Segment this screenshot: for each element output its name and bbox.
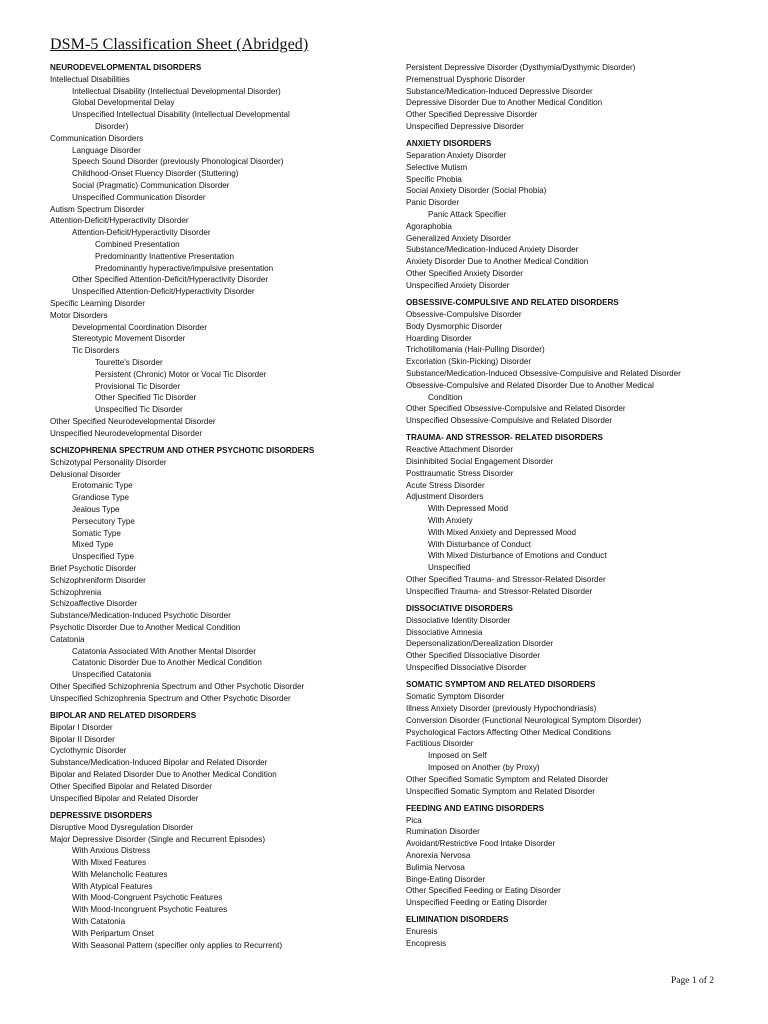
section-depressive-disorders bbox=[50, 810, 395, 952]
list-item: With Mixed Features bbox=[72, 858, 147, 868]
list-item: Schizophreniform Disorder bbox=[50, 575, 146, 585]
section-trauma-and-stressor-related-disorders bbox=[406, 432, 751, 597]
list-item: Unspecified Communication Disorder bbox=[72, 192, 206, 202]
list-item: Encopresis bbox=[406, 939, 447, 949]
list-item: Panic Disorder bbox=[406, 198, 460, 208]
list-item: Premenstrual Dysphoric Disorder bbox=[406, 74, 526, 84]
list-item: Catatonia Associated With Another Mental Disorder bbox=[72, 646, 257, 656]
list-item: Brief Psychotic Disorder bbox=[50, 563, 137, 573]
list-item: Bipolar II Disorder bbox=[50, 734, 115, 744]
list-item: Conversion Disorder (Functional Neurological Symptom Disorder) bbox=[406, 715, 642, 725]
list-item: Acute Stress Disorder bbox=[406, 480, 485, 490]
section-heading: OBSESSIVE-COMPULSIVE AND RELATED DISORDERS bbox=[406, 298, 619, 308]
list-item: Speech Sound Disorder (previously Phonological Disorder) bbox=[72, 157, 284, 167]
list-item: Combined Presentation bbox=[95, 239, 180, 249]
section-schizophrenia-spectrum-and-other-psychotic-disorders bbox=[50, 445, 395, 705]
list-item: Schizophrenia bbox=[50, 587, 102, 597]
list-item: Illness Anxiety Disorder (previously Hypochondriasis) bbox=[406, 703, 597, 713]
list-item: Bulimia Nervosa bbox=[406, 862, 465, 872]
list-item: Depressive Disorder Due to Another Medical Condition bbox=[406, 98, 603, 108]
list-item: Other Specified Feeding or Eating Disorder bbox=[406, 886, 561, 896]
list-item: Unspecified Schizophrenia Spectrum and Other Psychotic Disorder bbox=[50, 693, 291, 703]
list-item: Predominantly Inattentive Presentation bbox=[95, 251, 235, 261]
list-item: Generalized Anxiety Disorder bbox=[406, 233, 511, 243]
list-item: With Mixed Disturbance of Emotions and Conduct bbox=[428, 551, 607, 561]
list-item: With Peripartum Onset bbox=[72, 928, 154, 938]
list-item: Erotomanic Type bbox=[72, 481, 133, 491]
list-item: Bipolar I Disorder bbox=[50, 722, 113, 732]
list-item: Mixed Type bbox=[72, 540, 114, 550]
list-item: Intellectual Disabilities bbox=[50, 74, 130, 84]
list-item: Motor Disorders bbox=[50, 310, 108, 320]
list-item: Specific Phobia bbox=[406, 174, 462, 184]
list-item: Global Developmental Delay bbox=[72, 98, 175, 108]
list-item: Unspecified Intellectual Disability (Intellectual Developmental bbox=[72, 110, 290, 120]
list-item: Other Specified Trauma- and Stressor-Related Disorder bbox=[406, 574, 606, 584]
list-item: Psychological Factors Affecting Other Medical Conditions bbox=[406, 727, 611, 737]
left-column bbox=[50, 62, 395, 957]
section-heading: SCHIZOPHRENIA SPECTRUM AND OTHER PSYCHOTIC DISORDERS bbox=[50, 446, 315, 455]
list-item: Schizoaffective Disorder bbox=[50, 599, 138, 609]
section-heading: TRAUMA- AND STRESSOR- RELATED DISORDERS bbox=[406, 433, 603, 443]
list-item: Developmental Coordination Disorder bbox=[72, 322, 207, 332]
list-item: Social (Pragmatic) Communication Disorder bbox=[72, 180, 230, 190]
list-item: Attention-Deficit/Hyperactivity Disorder bbox=[50, 216, 189, 226]
list-item: Cyclothymic Disorder bbox=[50, 746, 127, 756]
section-obsessive-compulsive-and-related-disorders bbox=[406, 297, 751, 427]
list-item: Unspecified Trauma- and Stressor-Related Disorder bbox=[406, 586, 593, 596]
list-item: Selective Mutism bbox=[406, 162, 468, 172]
list-item: Unspecified bbox=[428, 563, 471, 573]
list-item: Unspecified Tic Disorder bbox=[95, 405, 183, 415]
list-item: Unspecified Anxiety Disorder bbox=[406, 280, 510, 290]
list-item: Other Specified Depressive Disorder bbox=[406, 110, 538, 120]
list-item: Unspecified Dissociative Disorder bbox=[406, 663, 527, 673]
list-item: Factitious Disorder bbox=[406, 739, 474, 749]
section-somatic-symptom-and-related-disorders bbox=[406, 679, 751, 797]
list-item: Trichotillomania (Hair-Pulling Disorder) bbox=[406, 345, 545, 355]
list-item: With Anxious Distress bbox=[72, 846, 151, 856]
list-item: Separation Anxiety Disorder bbox=[406, 151, 507, 161]
list-item: Other Specified Dissociative Disorder bbox=[406, 651, 541, 661]
list-item: Other Specified Obsessive-Compulsive and Related Disorder bbox=[406, 404, 626, 414]
list-item: Grandiose Type bbox=[72, 493, 129, 503]
list-item: Stereotypic Movement Disorder bbox=[72, 334, 186, 344]
list-item: Persecutory Type bbox=[72, 516, 135, 526]
list-item: Excoriation (Skin-Picking) Disorder bbox=[406, 357, 532, 367]
list-item: With Mood-Congruent Psychotic Features bbox=[72, 893, 223, 903]
list-item: Imposed on Another (by Proxy) bbox=[428, 762, 540, 772]
list-item: Unspecified Obsessive-Compulsive and Related Disorder bbox=[406, 416, 613, 426]
list-item: With Mood-Incongruent Psychotic Features bbox=[72, 905, 228, 915]
list-item: Anorexia Nervosa bbox=[406, 851, 471, 860]
list-item: Dissociative Amnesia bbox=[406, 627, 483, 637]
list-item: Unspecified Feeding or Eating Disorder bbox=[406, 898, 548, 908]
section-bipolar-and-related-disorders bbox=[50, 710, 395, 804]
list-item: Rumination Disorder bbox=[406, 827, 480, 837]
list-item: Disruptive Mood Dysregulation Disorder bbox=[50, 822, 194, 832]
document-title: DSM-5 Classification Sheet (Abridged) bbox=[50, 36, 309, 53]
list-item: Predominantly hyperactive/impulsive presentation bbox=[95, 263, 274, 273]
list-item: Intellectual Disability (Intellectual Developmental Disorder) bbox=[72, 86, 281, 96]
list-item: Disorder) bbox=[95, 121, 129, 131]
section-anxiety-disorders bbox=[406, 138, 751, 291]
list-item: With Mixed Anxiety and Depressed Mood bbox=[428, 527, 577, 537]
list-item: Unspecified Catatonia bbox=[72, 670, 152, 680]
list-item: Anxiety Disorder Due to Another Medical Condition bbox=[406, 257, 589, 267]
list-item: Substance/Medication-Induced Bipolar and Related Disorder bbox=[50, 758, 268, 768]
list-item: Pica bbox=[406, 815, 422, 825]
list-item: With Catatonia bbox=[72, 917, 126, 927]
section-heading: ANXIETY DISORDERS bbox=[406, 139, 492, 149]
list-item: Agoraphobia bbox=[406, 221, 452, 231]
list-item: Major Depressive Disorder (Single and Recurrent Episodes) bbox=[50, 834, 266, 844]
list-item: Avoidant/Restrictive Food Intake Disorder bbox=[406, 839, 556, 849]
list-item: Condition bbox=[428, 392, 463, 402]
list-item: Binge-Eating Disorder bbox=[406, 874, 486, 884]
section-dissociative-disorders bbox=[406, 603, 751, 674]
section-heading: FEEDING AND EATING DISORDERS bbox=[406, 803, 545, 813]
section-heading: DEPRESSIVE DISORDERS bbox=[50, 810, 153, 820]
list-item: With Anxiety bbox=[428, 515, 473, 525]
list-item: Unspecified Neurodevelopmental Disorder bbox=[50, 428, 203, 438]
list-item: Obsessive-Compulsive Disorder bbox=[406, 309, 522, 319]
page-number: Page 1 of 2 bbox=[671, 976, 715, 986]
list-item: Tourette's Disorder bbox=[95, 357, 163, 367]
list-item: Enuresis bbox=[406, 927, 438, 937]
list-item: With Seasonal Pattern (specifier only applies to Recurrent) bbox=[72, 940, 283, 950]
list-item: Panic Attack Specifier bbox=[428, 210, 507, 220]
section-elimination-disorders bbox=[406, 914, 751, 949]
list-item: Other Specified Bipolar and Related Disorder bbox=[50, 781, 212, 791]
section-heading: DISSOCIATIVE DISORDERS bbox=[406, 604, 513, 614]
list-item: Other Specified Schizophrenia Spectrum and Other Psychotic Disorder bbox=[50, 681, 305, 691]
list-item: Attention-Deficit/Hyperactivity Disorder bbox=[72, 228, 211, 238]
list-item: Specific Learning Disorder bbox=[50, 298, 145, 308]
list-item: Childhood-Onset Fluency Disorder (Stuttering) bbox=[72, 169, 239, 179]
list-item: Disinhibited Social Engagement Disorder bbox=[406, 457, 554, 466]
list-item: With Depressed Mood bbox=[428, 504, 509, 514]
list-item: Persistent Depressive Disorder (Dysthymia/Dysthymic Disorder) bbox=[406, 63, 636, 72]
list-item: Reactive Attachment Disorder bbox=[406, 445, 514, 455]
list-item: With Melancholic Features bbox=[72, 869, 168, 879]
list-item: Substance/Medication-Induced Anxiety Disorder bbox=[406, 245, 579, 255]
section-heading: NEURODEVELOPMENTAL DISORDERS bbox=[50, 63, 202, 72]
list-item: Unspecified Bipolar and Related Disorder bbox=[50, 793, 199, 803]
list-item: Substance/Medication-Induced Obsessive-Compulsive and Related Disorder bbox=[406, 368, 681, 378]
list-item: Substance/Medication-Induced Depressive Disorder bbox=[406, 86, 593, 96]
list-item: Other Specified Neurodevelopmental Disorder bbox=[50, 416, 216, 426]
list-item: Provisional Tic Disorder bbox=[95, 381, 181, 391]
list-item: Other Specified Attention-Deficit/Hyperactivity Disorder bbox=[72, 275, 269, 285]
list-item: Depersonalization/Derealization Disorder bbox=[406, 639, 554, 649]
list-item: Jealous Type bbox=[72, 504, 120, 514]
list-item: Tic Disorders bbox=[72, 346, 120, 356]
list-item: Social Anxiety Disorder (Social Phobia) bbox=[406, 186, 547, 196]
list-item: Catatonic Disorder Due to Another Medical Condition bbox=[72, 658, 262, 668]
list-item: Other Specified Tic Disorder bbox=[95, 393, 197, 403]
section-continued bbox=[406, 62, 751, 133]
list-item: Obsessive-Compulsive and Related Disorder Due to Another Medical bbox=[406, 380, 654, 390]
list-item: Autism Spectrum Disorder bbox=[50, 204, 145, 214]
list-item: Unspecified Attention-Deficit/Hyperactivity Disorder bbox=[72, 287, 255, 297]
list-item: Other Specified Somatic Symptom and Related Disorder bbox=[406, 774, 609, 784]
list-item: Posttraumatic Stress Disorder bbox=[406, 468, 514, 478]
list-item: Somatic Type bbox=[72, 528, 121, 538]
list-item: Communication Disorders bbox=[50, 133, 144, 143]
section-feeding-and-eating-disorders bbox=[406, 803, 751, 909]
list-item: Unspecified Somatic Symptom and Related Disorder bbox=[406, 786, 595, 796]
list-item: Catatonia bbox=[50, 634, 85, 644]
list-item: Adjustment Disorders bbox=[406, 492, 484, 502]
section-heading: ELIMINATION DISORDERS bbox=[406, 915, 509, 925]
list-item: Hoarding Disorder bbox=[406, 333, 472, 343]
list-item: Schizotypal Personality Disorder bbox=[50, 457, 167, 467]
list-item: Delusional Disorder bbox=[50, 469, 121, 479]
list-item: Substance/Medication-Induced Psychotic Disorder bbox=[50, 611, 231, 621]
list-item: Language Disorder bbox=[72, 145, 141, 155]
list-item: Persistent (Chronic) Motor or Vocal Tic Disorder bbox=[95, 369, 267, 379]
list-item: Dissociative Identity Disorder bbox=[406, 615, 511, 625]
section-heading: BIPOLAR AND RELATED DISORDERS bbox=[50, 711, 197, 721]
section-heading: SOMATIC SYMPTOM AND RELATED DISORDERS bbox=[406, 680, 596, 690]
list-item: Other Specified Anxiety Disorder bbox=[406, 269, 523, 279]
list-item: Unspecified Depressive Disorder bbox=[406, 121, 524, 131]
right-column bbox=[406, 62, 751, 955]
list-item: With Atypical Features bbox=[72, 881, 153, 891]
list-item: Body Dysmorphic Disorder bbox=[406, 321, 503, 331]
list-item: Imposed on Self bbox=[428, 751, 487, 761]
list-item: Somatic Symptom Disorder bbox=[406, 692, 505, 702]
list-item: Bipolar and Related Disorder Due to Another Medical Condition bbox=[50, 770, 277, 780]
list-item: Unspecified Type bbox=[72, 552, 134, 562]
section-neurodevelopmental-disorders bbox=[50, 62, 395, 440]
list-item: With Disturbance of Conduct bbox=[428, 539, 532, 549]
list-item: Psychotic Disorder Due to Another Medical Condition bbox=[50, 622, 241, 632]
